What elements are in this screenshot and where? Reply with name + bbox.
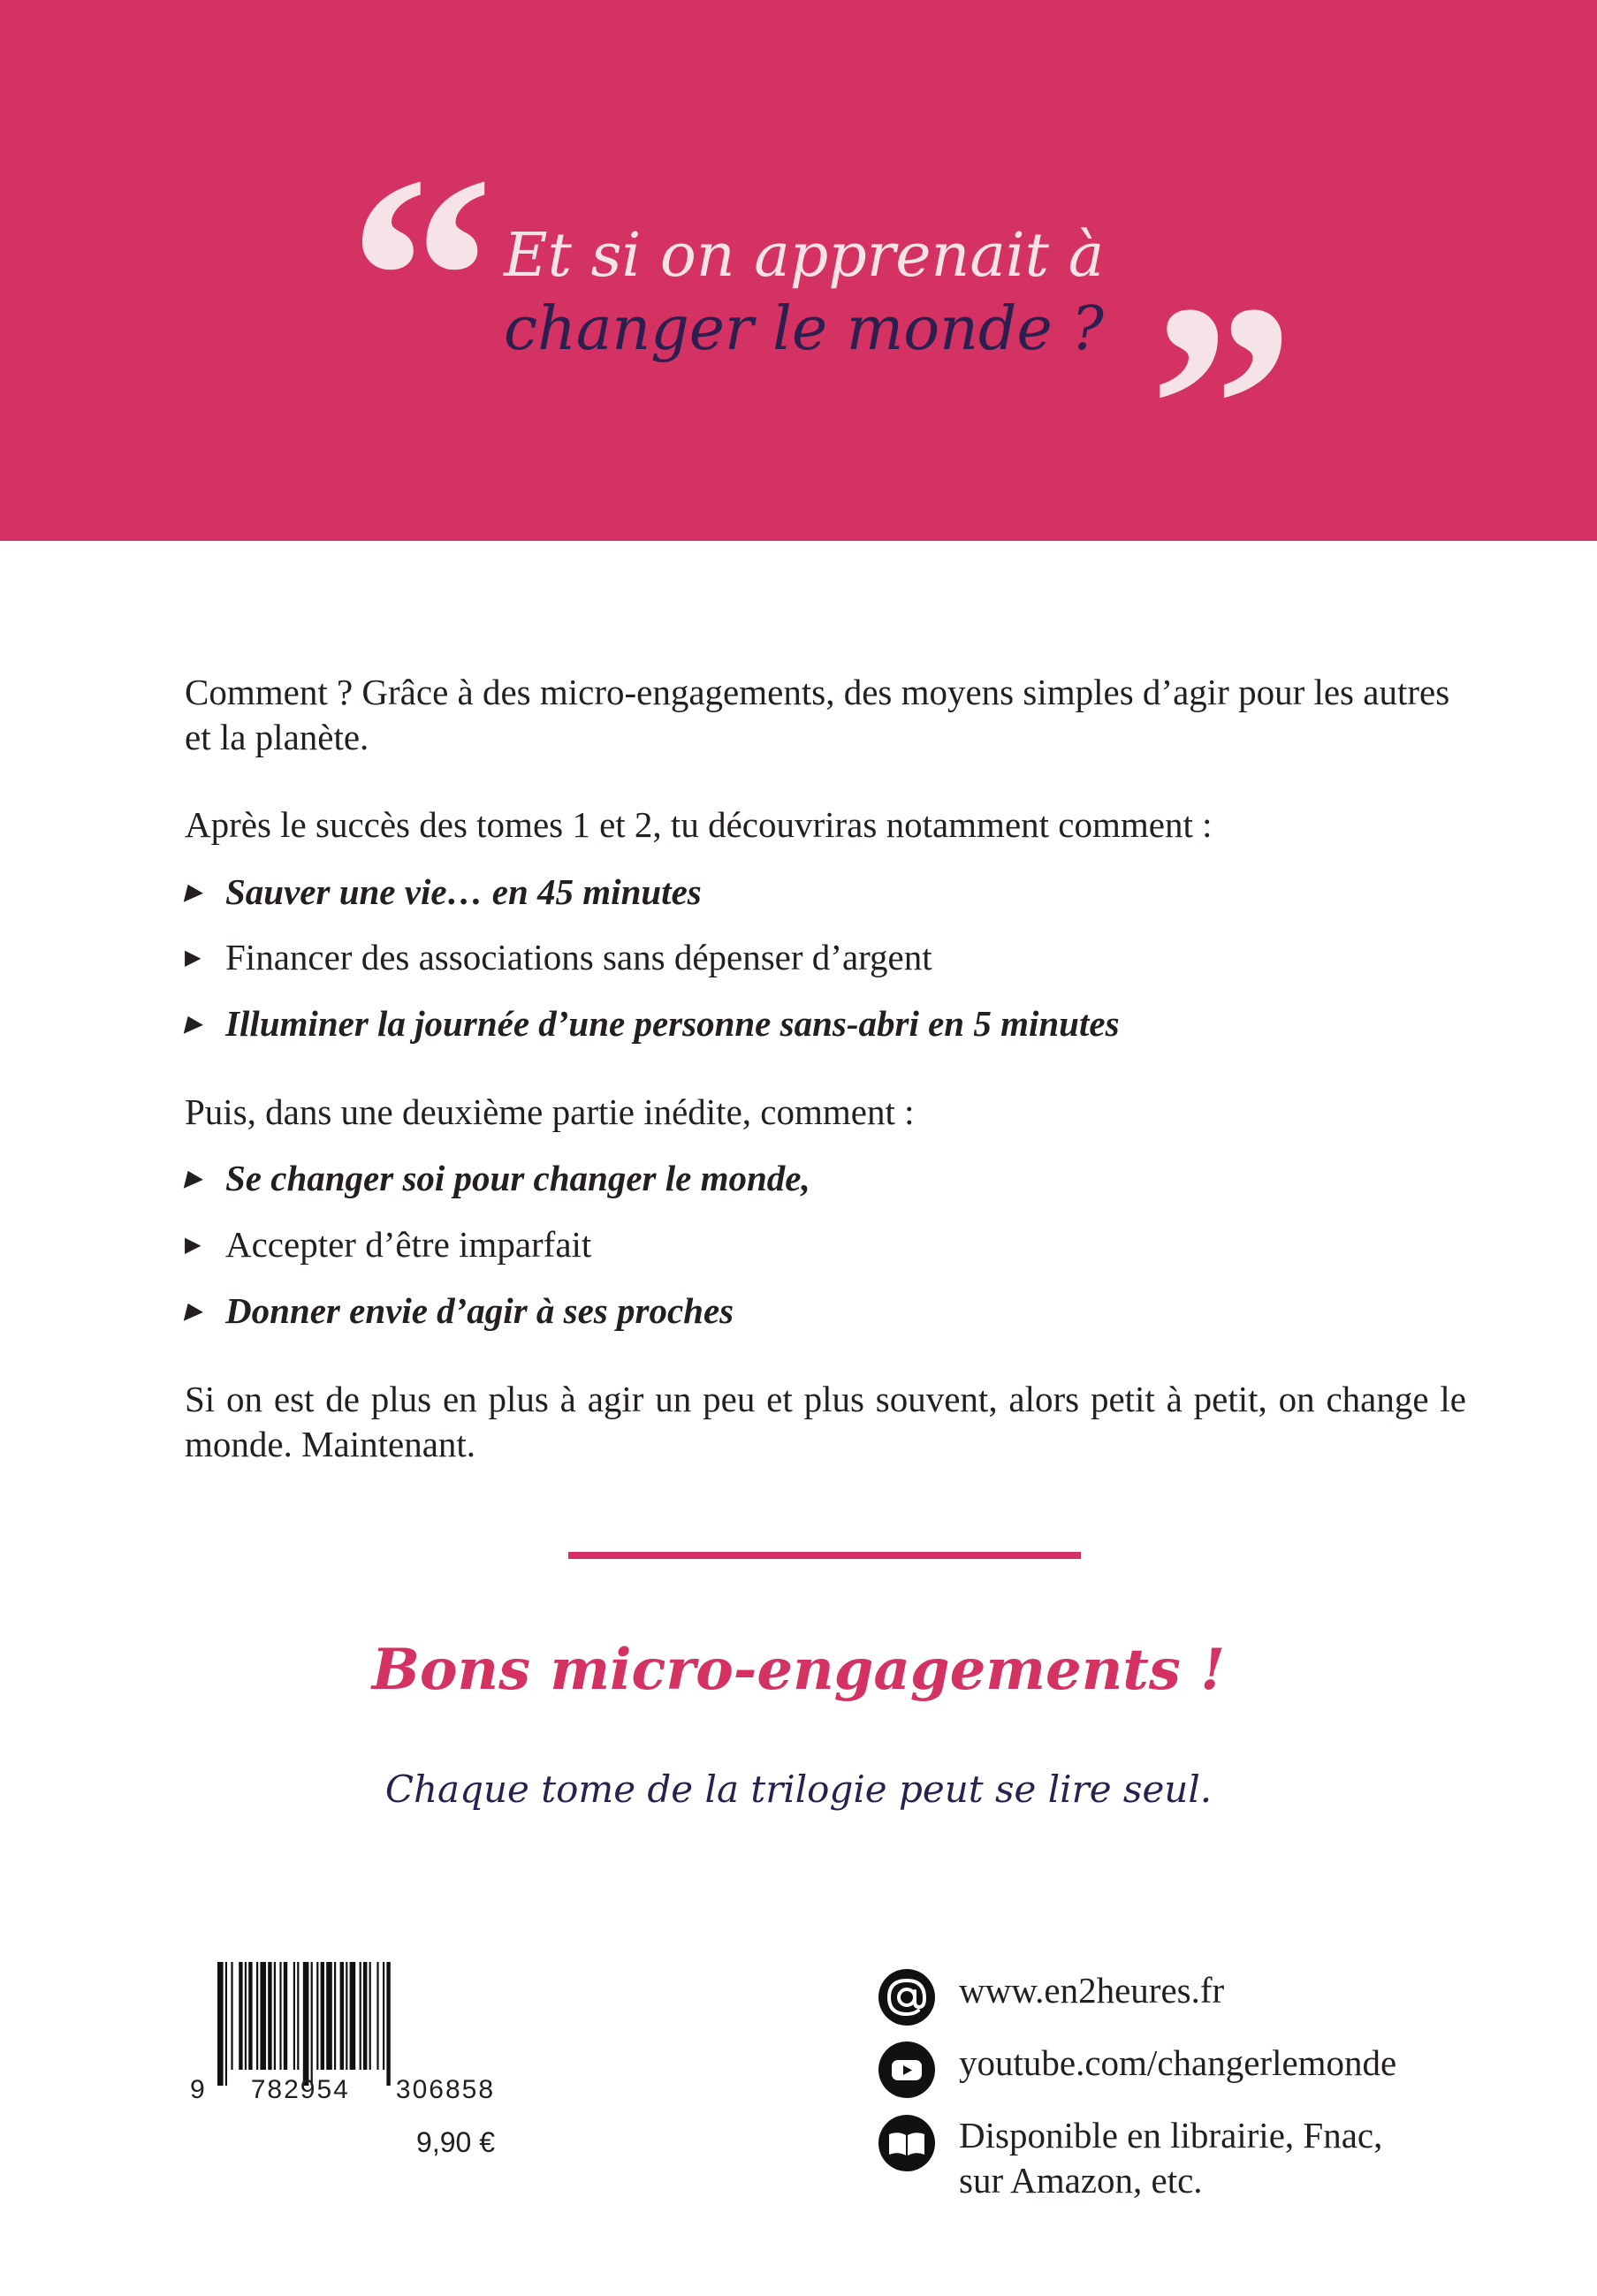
barcode-bar: [346, 1962, 347, 2070]
youtube-link[interactable]: youtube.com/changerlemonde: [959, 2042, 1397, 2083]
barcode-bar: [350, 1962, 356, 2070]
website-link[interactable]: www.en2heures.fr: [959, 1970, 1225, 2011]
barcode-bar: [363, 1962, 367, 2070]
list-item: [185, 1156, 810, 1205]
barcode-bar: [326, 1962, 332, 2070]
list-item: [185, 1289, 734, 1337]
barcode-bar: [268, 1962, 271, 2070]
barcode-bar: [297, 1962, 299, 2070]
lead-paragraph-2: Puis, dans une deuxième partie inédite, comment :: [185, 1091, 915, 1132]
list-item-text: Sauver une vie… en 45 minutes: [225, 871, 702, 912]
price: 9,90 €: [416, 2126, 495, 2158]
list-item: [185, 1222, 591, 1271]
intro-paragraph: Comment ? Grâce à des micro-engagements, des moyens simples d’agir pour les autres et la planète.: [185, 672, 1450, 757]
open-quote-mark: “: [348, 117, 494, 439]
triangle-bullet-icon: ▶: [185, 1013, 202, 1037]
at-icon: [878, 1969, 935, 2026]
subline: Chaque tome de la trilogie peut se lire seul.: [384, 1768, 1213, 1811]
barcode-bar: [239, 1962, 242, 2070]
list-item-text: Accepter d’être imparfait: [225, 1224, 592, 1265]
lead-paragraph-1: Après le succès des tomes 1 et 2, tu découvriras notamment comment :: [185, 804, 1213, 845]
list-item-text: Se changer soi pour changer le monde,: [225, 1158, 810, 1198]
triangle-bullet-icon: ▶: [185, 881, 202, 905]
barcode-bar: [274, 1962, 276, 2070]
barcode-bar: [340, 1962, 344, 2070]
list-item-text: Donner envie d’agir à ses proches: [225, 1290, 734, 1331]
barcode-bar: [231, 1962, 232, 2070]
barcode-bar: [217, 1962, 224, 2086]
triangle-bullet-icon: ▶: [185, 1300, 202, 1324]
barcode-group-2: 306858: [395, 2075, 495, 2104]
list-item: [185, 935, 932, 984]
barcode-bar: [321, 1962, 324, 2070]
closing-paragraph: Si on est de plus en plus à agir un peu et plus souvent, alors petit à petit, on change le monde. Maintenant.: [185, 1379, 1466, 1464]
barcode-group-1: 782954: [250, 2075, 350, 2104]
barcode-bar: [376, 1962, 378, 2070]
barcode-bar: [245, 1962, 247, 2070]
close-quote-mark: ”: [1149, 245, 1295, 567]
barcode-bar: [284, 1962, 287, 2070]
youtube-icon: [878, 2041, 935, 2098]
barcode-bar: [293, 1962, 295, 2070]
barcode-bar: [303, 1962, 309, 2086]
barcode-bar: [360, 1962, 361, 2070]
barcode-bar: [383, 1962, 384, 2070]
barcode-bar: [386, 1962, 390, 2086]
list-item-text: Financer des associations sans dépenser d’argent: [225, 937, 932, 977]
list-item-text: Illuminer la journée d’une personne sans-abri en 5 minutes: [225, 1003, 1120, 1044]
barcode-bar: [279, 1962, 281, 2070]
list-item: [185, 1001, 1120, 1050]
headline: Bons micro-engagements !: [371, 1637, 1226, 1703]
triangle-bullet-icon: ▶: [185, 947, 202, 970]
barcode-image: [216, 1962, 495, 2086]
barcode-bar: [369, 1962, 371, 2070]
triangle-bullet-icon: ▶: [185, 1167, 202, 1191]
barcode-bar: [311, 1962, 313, 2086]
barcode-bar: [334, 1962, 336, 2070]
barcode-bar: [248, 1962, 252, 2070]
availability-line-1: Disponible en librairie, Fnac,: [959, 2115, 1383, 2155]
book-icon: [878, 2115, 935, 2171]
barcode-number: [190, 2075, 495, 2105]
divider: [568, 1552, 1081, 1559]
tagline-line-1: Et si on apprenait à: [504, 221, 1105, 291]
barcode-digit-first: 9: [190, 2075, 205, 2104]
barcode-bar: [316, 1962, 318, 2070]
availability-line-2: sur Amazon, etc.: [959, 2160, 1203, 2201]
barcode-bar: [225, 1962, 227, 2086]
triangle-bullet-icon: ▶: [185, 1234, 202, 1258]
list-item: [185, 870, 702, 918]
tagline-line-2: changer le monde ?: [504, 294, 1104, 364]
barcode-bar: [260, 1962, 266, 2070]
barcode-bar: [256, 1962, 258, 2070]
